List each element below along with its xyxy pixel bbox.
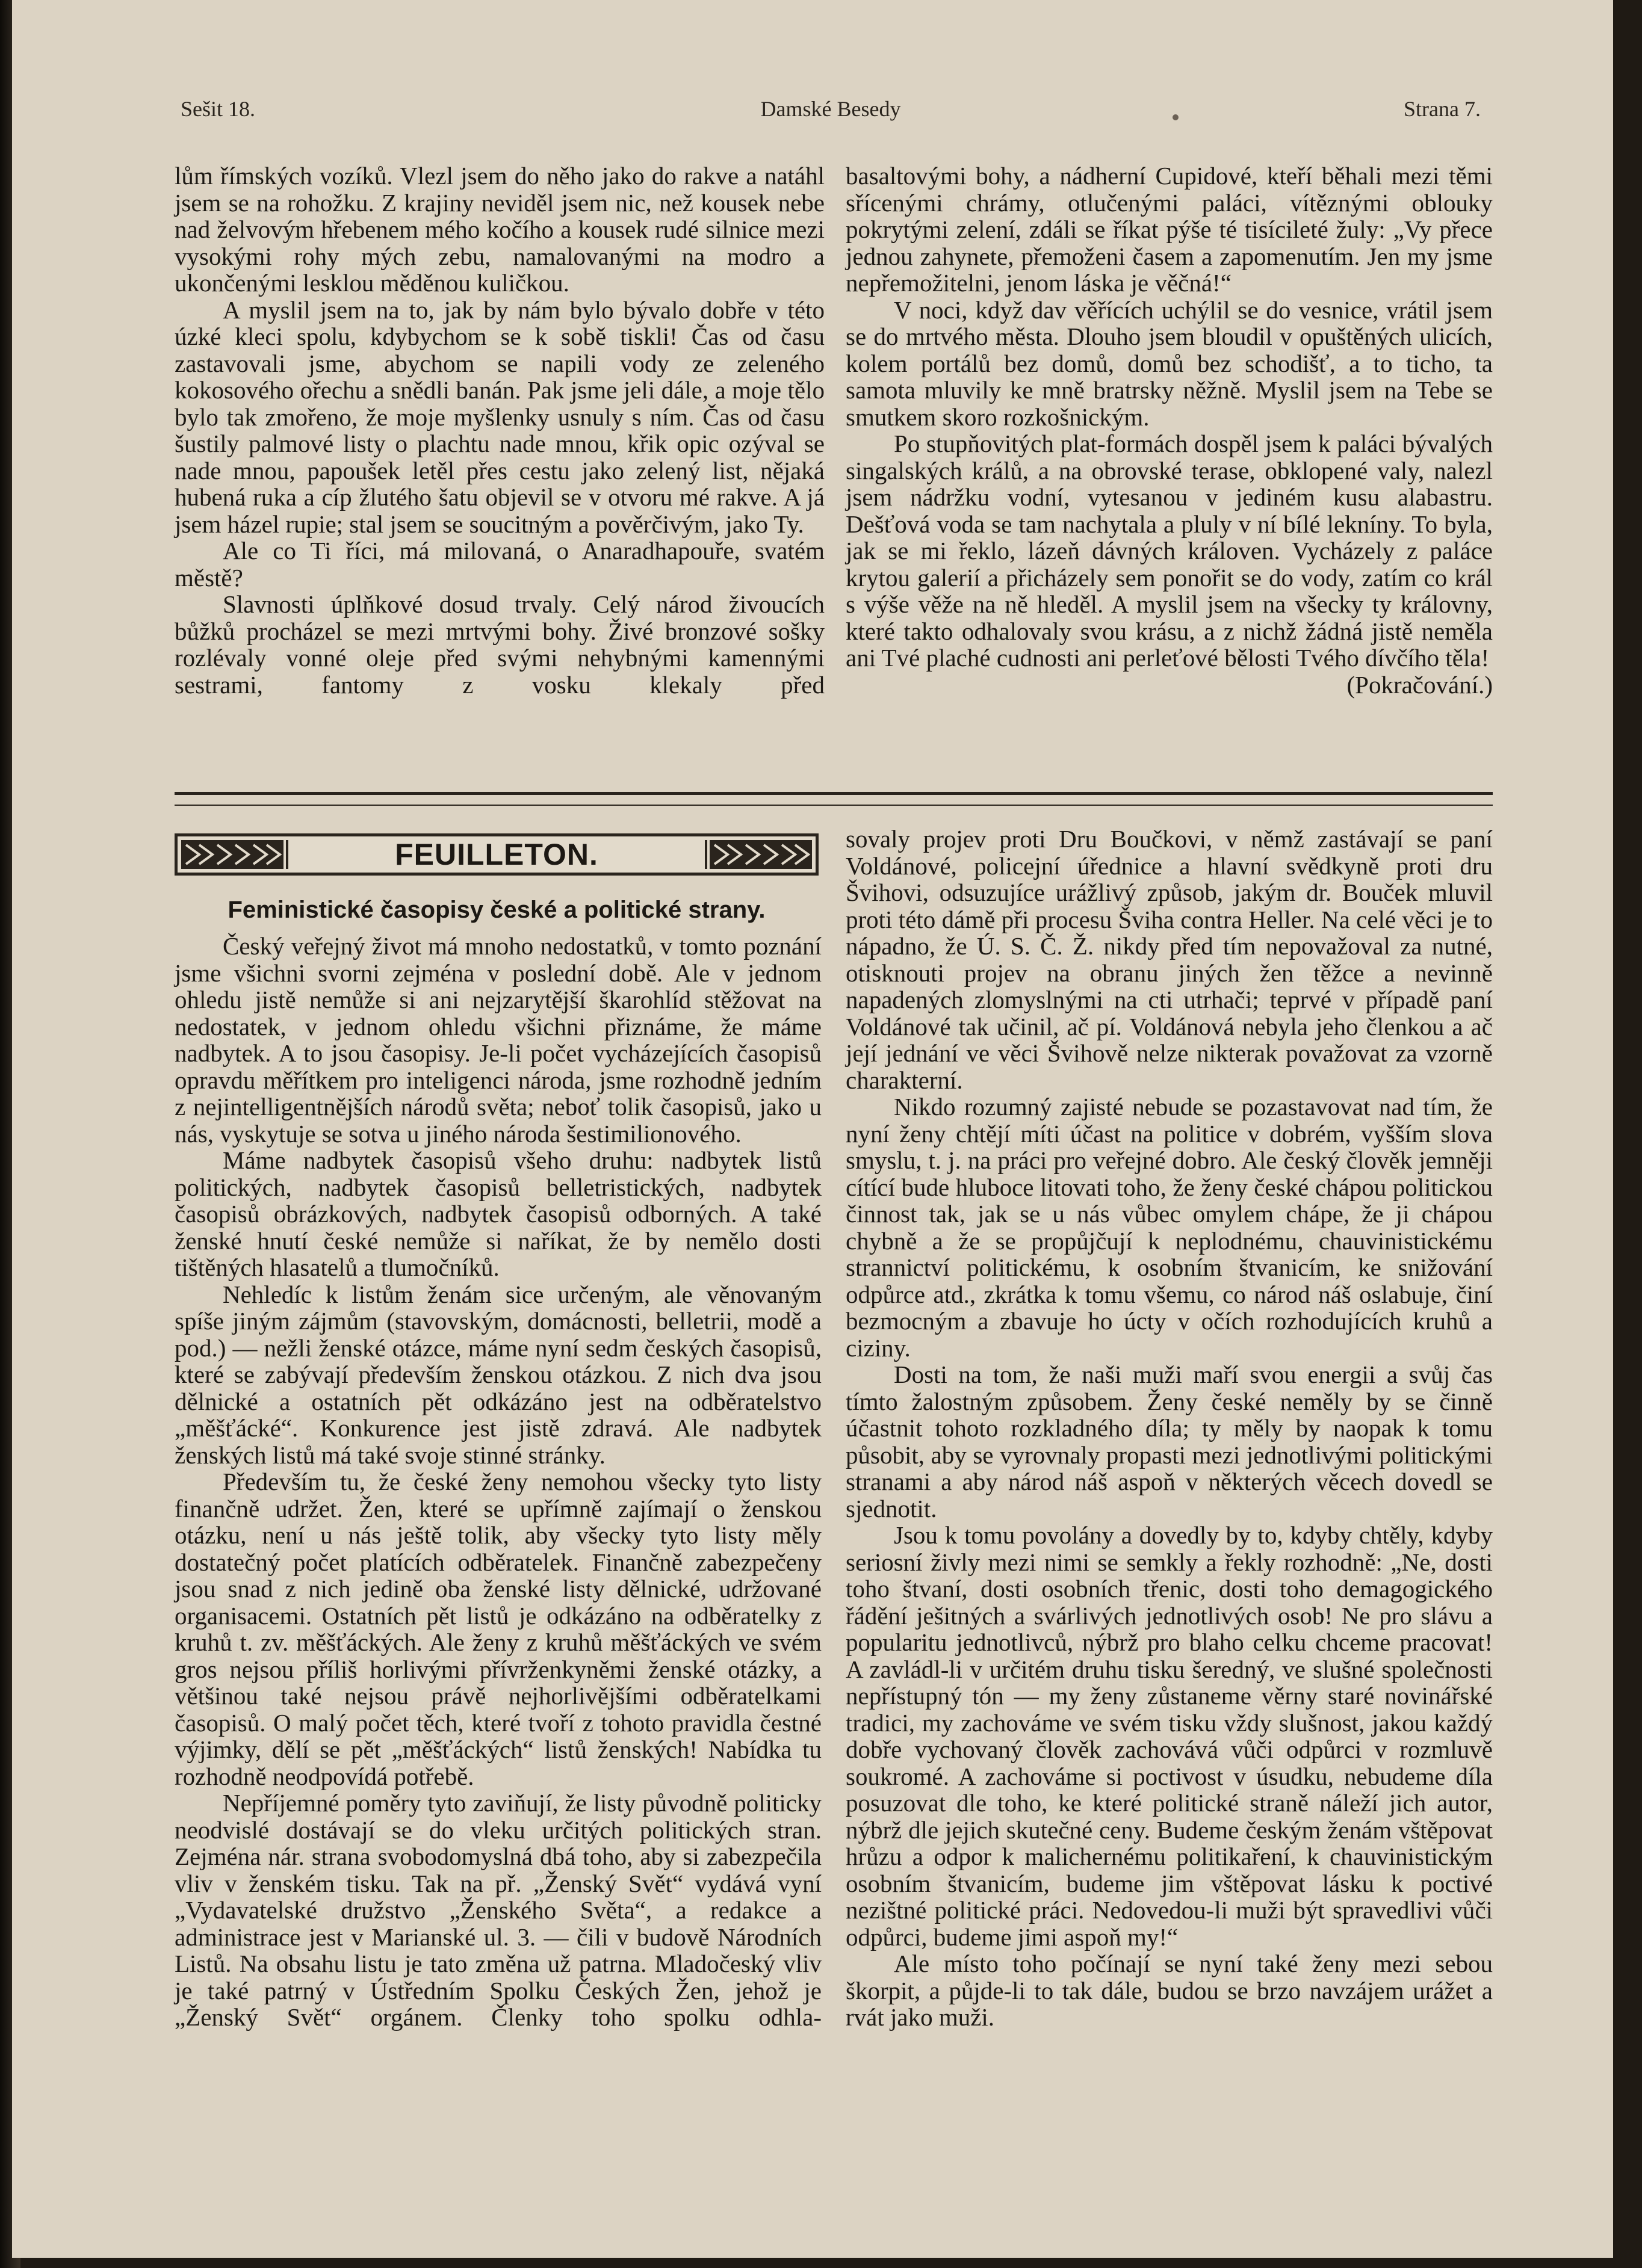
running-header	[181, 90, 1481, 132]
feuilleton-title: FEUILLETON.	[286, 840, 707, 869]
paragraph: Slavnosti úplňkové dosud trvaly. Celý národ živoucích bůžků procházel se mezi mrtvými bohy. Živé bronzové sošky rozlévaly vonné oleje před svými nehybnými kamennými sestrami, fantomy z vosku klekaly před	[175, 590, 825, 699]
paragraph: V noci, když dav věřících uchýlil se do vesnice, vrátil jsem se do mrtvého města. Dlouho jsem bloudil v opuštěných ulicích, kolem portálů bez domů, domů bez schodišť, a to ticho, ta samota mluvily ke mně bratrsky něžně. Myslil jsem na Tebe se smutkem skoro rozkošnickým.	[846, 295, 1493, 431]
feuilleton-banner	[175, 833, 819, 876]
paragraph: A myslil jsem na to, jak by nám bylo bývalo dobře v této úzké kleci spolu, kdybychom se k sobě tiskli! Čas od času zastavovali jsme, abychom se napili vody ze zeleného kokosového ořechu a snědli banán. Pak jsme jeli dále, a moje tělo bylo tak zmořeno, že moje myšlenky usnuly s ním. Čas od času šustily palmové listy o plachtu nade mnou, křik opic ozýval se nade mnou, papoušek letěl přes cestu jako zelený list, nějaká hubená ruka a cíp žlutého šatu objevil se v otvoru mé rakve. A já jsem házel rupie; stal jsem se soucitným a pověrčivým, jako Ty.	[175, 295, 825, 538]
paragraph: Ale co Ti říci, má milovaná, o Anaradhapouře, svatém městě?	[175, 537, 825, 592]
ornament-icon	[181, 840, 283, 869]
paragraph: sovaly projev proti Dru Boučkovi, v němž zastávají se paní Voldánové, policejní úřednice a hlavní svědkyně proti dru Švihovi, odsuzujíce urážlivý způsob, jakým dr. Bouček mluvil proti této dámě při procesu Šviha contra Heller. Na celé věci je to nápadno, že Ú. S. Č. Ž. nikdy před tím nepovažoval za nutné, otisknouti projev na obranu jiných žen těžce a nevinně napadených zlomyslnými na cti utrhači; teprvé v případě paní Voldánové tak učinil, ač pí. Voldánová nebyla jeho členkou a ač její jednání ve věci Švihově nelze nikterak považovat za vzorně charakterní.	[846, 825, 1493, 1094]
paragraph: Nehledíc k listům ženám sice určeným, ale věnovaným spíše jiným zájmům (stavovským, domácnosti, belletrii, modě a pod.) — nežli ženské otázce, máme nyní sedm českých časopisů, které se zabývají především ženskou otázkou. Z nich dva jsou dělnické a ostatních pět odkázáno jest na odběratelstvo „měšťácké“. Konkurence jest jistě zdravá. Ale nadbytek ženských listů má také svoje stinné stránky.	[175, 1280, 822, 1469]
paragraph: Jsou k tomu povolány a dovedly by to, kdyby chtěly, kdyby seriosní živly mezi nimi se semkly a řekly rozhodně: „Ne, dosti toho štvaní, dosti osobních třenic, dosti toho demagogického řádění ješitných a svárlivých jednotlivých osob! Ne pro slávu a popularitu jednotlivců, nýbrž pro blaho celku chceme pracovat! A zavládl-li v určitém druhu tisku šeredný, ve slušné společnosti nepřístupný tón — my ženy zůstaneme věrny staré novinářské tradici, my zachováme ve svém tisku vždy slušnost, jakou každý dobře vychovaný člověk zachovává vůči odpůrci v rozmluvě soukromé. A zachováme si poctivost v úsudku, nebudeme díla posuzovat dle toho, ke které politické straně náleží jich autor, nýbrž dle jejich skutečné ceny. Budeme českým ženám vštěpovat hrůzu a odpor k malichernému politikaření, k chauvinistickým osobním štvanicím, budeme jim vštěpovat lásku k poctivé nezištné politické práci. Nedovedou-li muži být spravedlivi vůči odpůrci, budeme jimi aspoň my!“	[846, 1521, 1493, 1951]
paragraph: Především tu, že české ženy nemohou všecky tyto listy finančně udržet. Žen, které se upřímně zajímají o ženskou otázku, není u nás ještě tolik, aby všecky tyto listy měly dostatečný počet platících odběratelek. Finančně zabezpečeny jsou snad z nich jedině oba ženské listy dělnické, udržované organisacemi. Ostatních pět listů je odkázáno na odběratelky z kruhů t. zv. měšťáckých. Ale ženy z kruhů měšťáckých ve svém gros nejsou příliš horlivými přívrženkyněmi ženské otázky, a většinou také nejsou právě nejhorlivějšími odběratelkami časopisů. O malý počet těch, které tvoří z tohoto pravidla čestné výjimky, dělí se pět „měšťáckých“ listů ženských! Nabídka tu rozhodně neodpovídá potřebě.	[175, 1468, 822, 1790]
paragraph: basaltovými bohy, a nádherní Cupidové, kteří běhali mezi těmi sřícenými chrámy, otlučenými paláci, vítěznými oblouky pokrytými zelení, zdáli se říkat pýše té tisícileté žuly: „Vy přece jednou zahynete, přemoženi časem a zapomenutím. Jen my jsme nepřemožitelni, jenom láska je věčná!“	[846, 162, 1493, 297]
issue-number: Sešit 18.	[181, 97, 256, 121]
paragraph: Český veřejný život má mnoho nedostatků, v tomto poznání jsme všichni svorni zejména v poslední době. Ale v jednom ohledu jistě nemůže si ani nejzarytější škarohlíd stěžovat na nedostatek, v jednom ohledu všichni přiznáme, že máme nadbytek. A to jsou časopisy. Je-li počet vycházejících časopisů opravdu měřítkem pro inteligenci národa, jsme rozhodně jedním z nejintelligentnějších národů světa; neboť tolik časopisů, jako u nás, vyskytuje se sotva u jiného národa šestimilionového.	[175, 932, 822, 1148]
story-column-right	[846, 162, 1493, 782]
article-column-right	[846, 826, 1493, 2174]
magazine-title: Damské Besedy	[760, 97, 901, 121]
ornament-icon	[710, 840, 812, 869]
article-title: Feministické časopisy české a politické strany.	[228, 897, 766, 923]
article-column-left	[175, 933, 822, 2172]
paragraph: Dosti na tom, že naši muži maří svou energii a svůj čas tímto žalostným způsobem. Ženy české neměly by se činně účastnit tohoto rozkladného díla; ty měly by naopak k tomu působit, aby se vyrovnaly propasti mezi jednotlivými politickými stranami a aby národ náš aspoň v některých věcech dovedl se sjednotit.	[846, 1361, 1493, 1522]
paragraph: lům římských vozíků. Vlezl jsem do něho jako do rakve a natáhl jsem se na rohožku. Z krajiny neviděl jsem nic, než kousek nebe nad želvovým hřebenem mého kočího a kousek rudé silnice mezi vysokými rohy mých zebu, namalovanými na modro a ukončenými lesklou měděnou kuličkou.	[175, 162, 825, 297]
paragraph: Nepříjemné poměry tyto zaviňují, že listy původně politicky neodvislé dostávají se do vleku určitých politických stran. Zejména nár. strana svobodomyslná dbá toho, aby si zabezpečila vliv v ženském tisku. Tak na př. „Ženský Svět“ vydává vyní „Vydavatelské družstvo „Ženského Světa“, a redakce a administrace jest v Marianské ul. 3. — čili v budově Národních Listů. Na obsahu listu je tato změna už patrna. Mladočeský vliv je také patrný v Ústředním Spolku Českých Žen, jehož je „Ženský Svět“ orgánem. Členky toho spolku odhla-	[175, 1789, 822, 2031]
paragraph: Máme nadbytek časopisů všeho druhu: nadbytek listů politických, nadbytek časopisů belletristických, nadbytek časopisů obrázkových, nadbytek časopisů odborných. A také ženské hnutí české nemůže si naříkat, že by nemělo dosti tištěných hlasatelů a tlumočníků.	[175, 1146, 822, 1281]
paragraph: Ale místo toho počínají se nyní také ženy mezi sebou škorpit, a půjde-li to tak dále, budou se brzo navzájem urážet a rvát jako muži.	[846, 1950, 1493, 2031]
paragraph: Po stupňovitých plat-formách dospěl jsem k paláci bývalých singalských králů, a na obrovské terase, obklopené valy, nalezl jsem nádržku vodní, vytesanou v jediném kusu alabastru. Dešťová voda se tam nachytala a pluly v ní bílé lekníny. To byla, jak se mi řeklo, lázeň dávných královen. Vycházely z paláce krytou galerií a přicházely sem ponořit se do vody, zatím co král s výše věže na ně hleděl. A myslil jsem na všecky ty královny, které takto odhalovaly svou krásu, a z nichž žádná jistě neměla ani Tvé plaché cudnosti ani perleťové bělosti Tvého dívčího těla!	[846, 430, 1493, 672]
paragraph: Nikdo rozumný zajisté nebude se pozastavovat nad tím, že nyní ženy chtějí míti účast na politice v dobrém, vyšším slova smyslu, t. j. na práci pro veřejné dobro. Ale český člověk jemněji cítící bude hluboce litovati toho, že ženy české chápou politickou činnost tak, jak se u nás vůbec omylem chápe, že ji chápou chybně a že se propůjčují k neplodnému, chauvinistickému strannictví politickému, k osobním štvanicím, ke snižování odpůrce atd., zkrátka k tomu všemu, co národ náš oslabuje, činí bezmocným a zbavuje ho úcty v očích rozhodujících kruhů a ciziny.	[846, 1093, 1493, 1362]
page-number: Strana 7.	[1404, 97, 1481, 121]
section-divider	[175, 792, 1493, 806]
continued-note: (Pokračování.)	[1346, 670, 1493, 699]
story-column-left	[175, 162, 825, 782]
